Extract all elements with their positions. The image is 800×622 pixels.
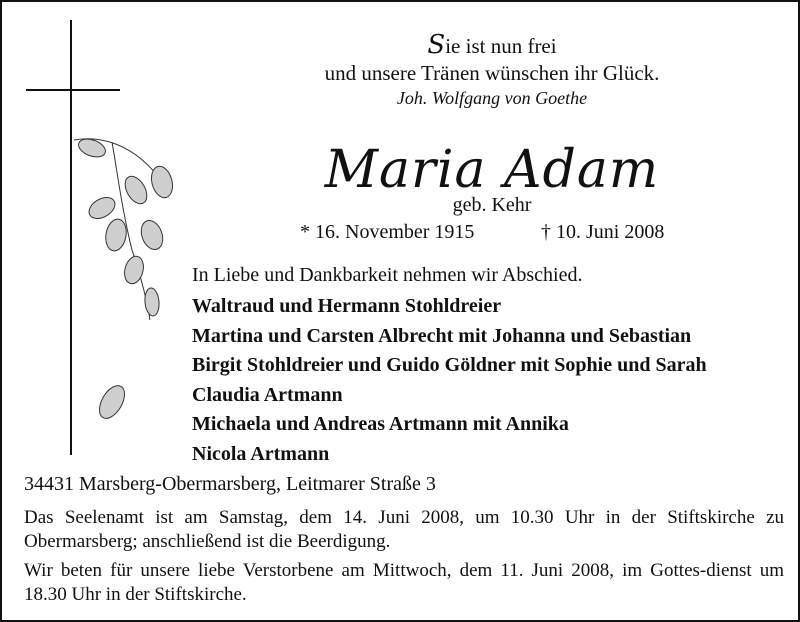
goethe-quote [272, 32, 712, 87]
service-info: Das Seelenamt ist am Samstag, dem 14. Juni 2008, um 10.30 Uhr in der Stiftskirche zu Obermarsberg; anschließend ist die Beerdigung. [24, 507, 784, 552]
cross-horizontal-beam [26, 89, 120, 91]
quote-line-2: und unsere Tränen wünschen ihr Glück. [324, 61, 660, 85]
quote-line-1: ie ist nun frei [445, 34, 557, 58]
mourners-list [192, 292, 707, 469]
quote-author: Joh. Wolfgang von Goethe [396, 88, 588, 108]
mourner-line: Nicola Artmann [192, 442, 330, 465]
prayer-info: Wir beten für unsere liebe Verstorbene am Mittwoch, dem 11. Juni 2008, im Gottes-dienst um 18.30 Uhr in der Stiftskirche. [24, 560, 784, 605]
mourner-line: Waltraud und Hermann Stohldreier [192, 295, 502, 317]
birth-date: * 16. November 1915 [300, 221, 475, 243]
death-date: † 10. Juni 2008 [541, 221, 665, 243]
mourner-line: Michaela und Andreas Artmann mit Annika [192, 413, 569, 435]
deceased-name: Maria Adam [324, 140, 660, 200]
mourner-line: Claudia Artmann [192, 383, 343, 406]
family-address: 34431 Marsberg-Obermarsberg, Leitmarer Straße 3 [24, 473, 436, 495]
mourner-line: Martina und Carsten Albrecht mit Johanna und Sebastian [192, 324, 692, 347]
mourner-line: Birgit Stohldreier und Guido Göldner mit Sophie und Sarah [192, 354, 707, 376]
maiden-name: geb. Kehr [452, 194, 532, 216]
quote-initial: S [427, 30, 446, 60]
farewell-text: In Liebe und Dankbarkeit nehmen wir Abschied. [192, 264, 583, 286]
birch-branch-illustration [72, 130, 182, 430]
